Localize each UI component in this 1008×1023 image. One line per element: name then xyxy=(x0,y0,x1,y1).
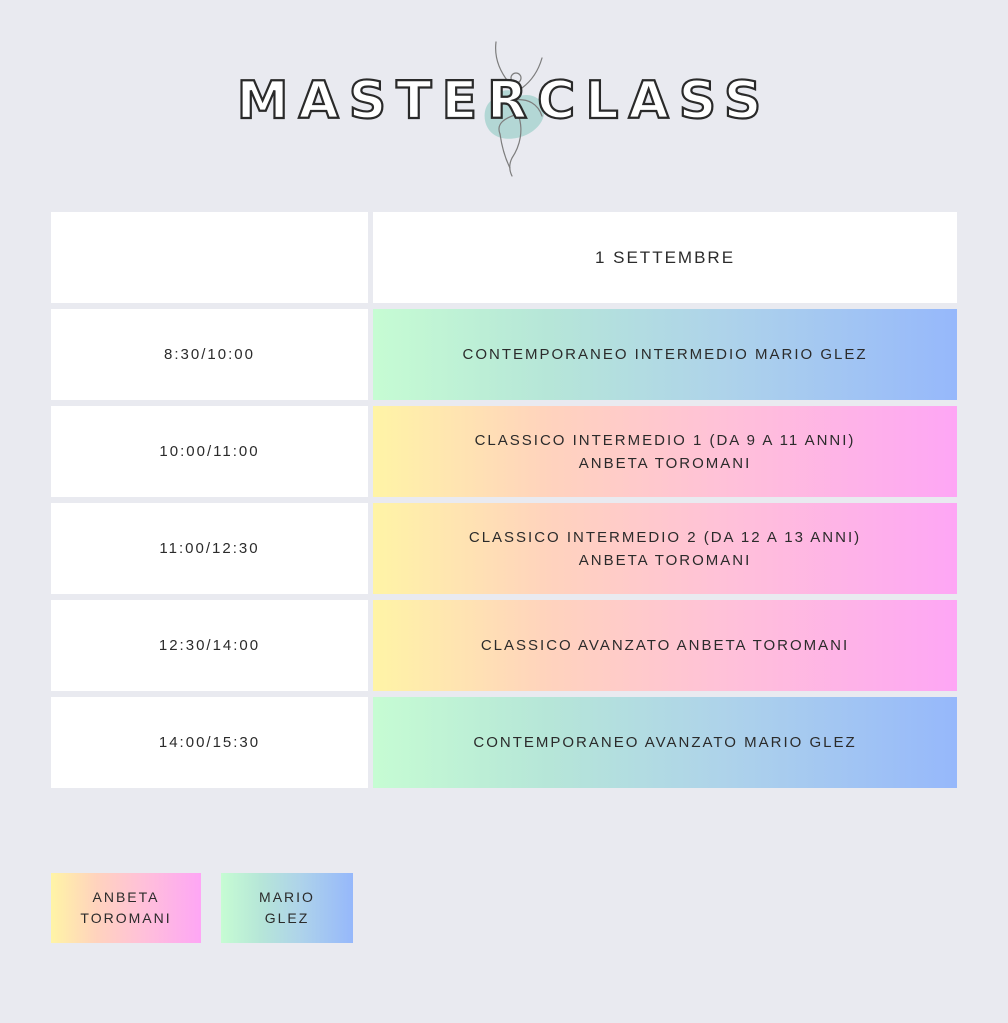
class-cell xyxy=(373,503,957,594)
schedule-table xyxy=(51,212,957,794)
table-header-row xyxy=(51,212,957,303)
class-text-line: CLASSICO INTERMEDIO 1 (DA 9 A 11 ANNI) xyxy=(474,431,856,449)
class-text-line: CONTEMPORANEO AVANZATO MARIO GLEZ xyxy=(473,734,857,751)
legend-item-anbeta xyxy=(51,873,201,943)
time-slot-cell: 11:00/12:30 xyxy=(51,503,368,594)
class-cell xyxy=(373,600,957,691)
class-text-line: ANBETA TOROMANI xyxy=(578,551,752,569)
legend-label-line: MARIO xyxy=(259,889,315,905)
class-cell xyxy=(373,406,957,497)
table-row xyxy=(51,406,957,497)
header xyxy=(0,38,1008,183)
header-time-cell xyxy=(51,212,368,303)
legend-item-mario xyxy=(221,873,353,943)
page-title: MASTERCLASS xyxy=(236,71,772,131)
legend-label-line: TOROMANI xyxy=(80,910,172,926)
legend-label-line: GLEZ xyxy=(264,910,310,926)
header-day-cell: 1 SETTEMBRE xyxy=(373,212,957,303)
time-slot-cell: 8:30/10:00 xyxy=(51,309,368,400)
class-text-line: CLASSICO AVANZATO ANBETA TOROMANI xyxy=(480,637,850,654)
time-slot-cell: 12:30/14:00 xyxy=(51,600,368,691)
class-text-line: ANBETA TOROMANI xyxy=(578,454,752,472)
table-row xyxy=(51,309,957,400)
class-text-line: CLASSICO INTERMEDIO 2 (DA 12 A 13 ANNI) xyxy=(468,528,862,546)
table-row xyxy=(51,697,957,788)
class-text-line: CONTEMPORANEO INTERMEDIO MARIO GLEZ xyxy=(462,346,868,363)
table-row xyxy=(51,503,957,594)
class-cell xyxy=(373,697,957,788)
table-row xyxy=(51,600,957,691)
teacher-legend xyxy=(51,873,353,943)
time-slot-cell: 14:00/15:30 xyxy=(51,697,368,788)
class-cell xyxy=(373,309,957,400)
legend-label-line: ANBETA xyxy=(92,889,160,905)
time-slot-cell: 10:00/11:00 xyxy=(51,406,368,497)
